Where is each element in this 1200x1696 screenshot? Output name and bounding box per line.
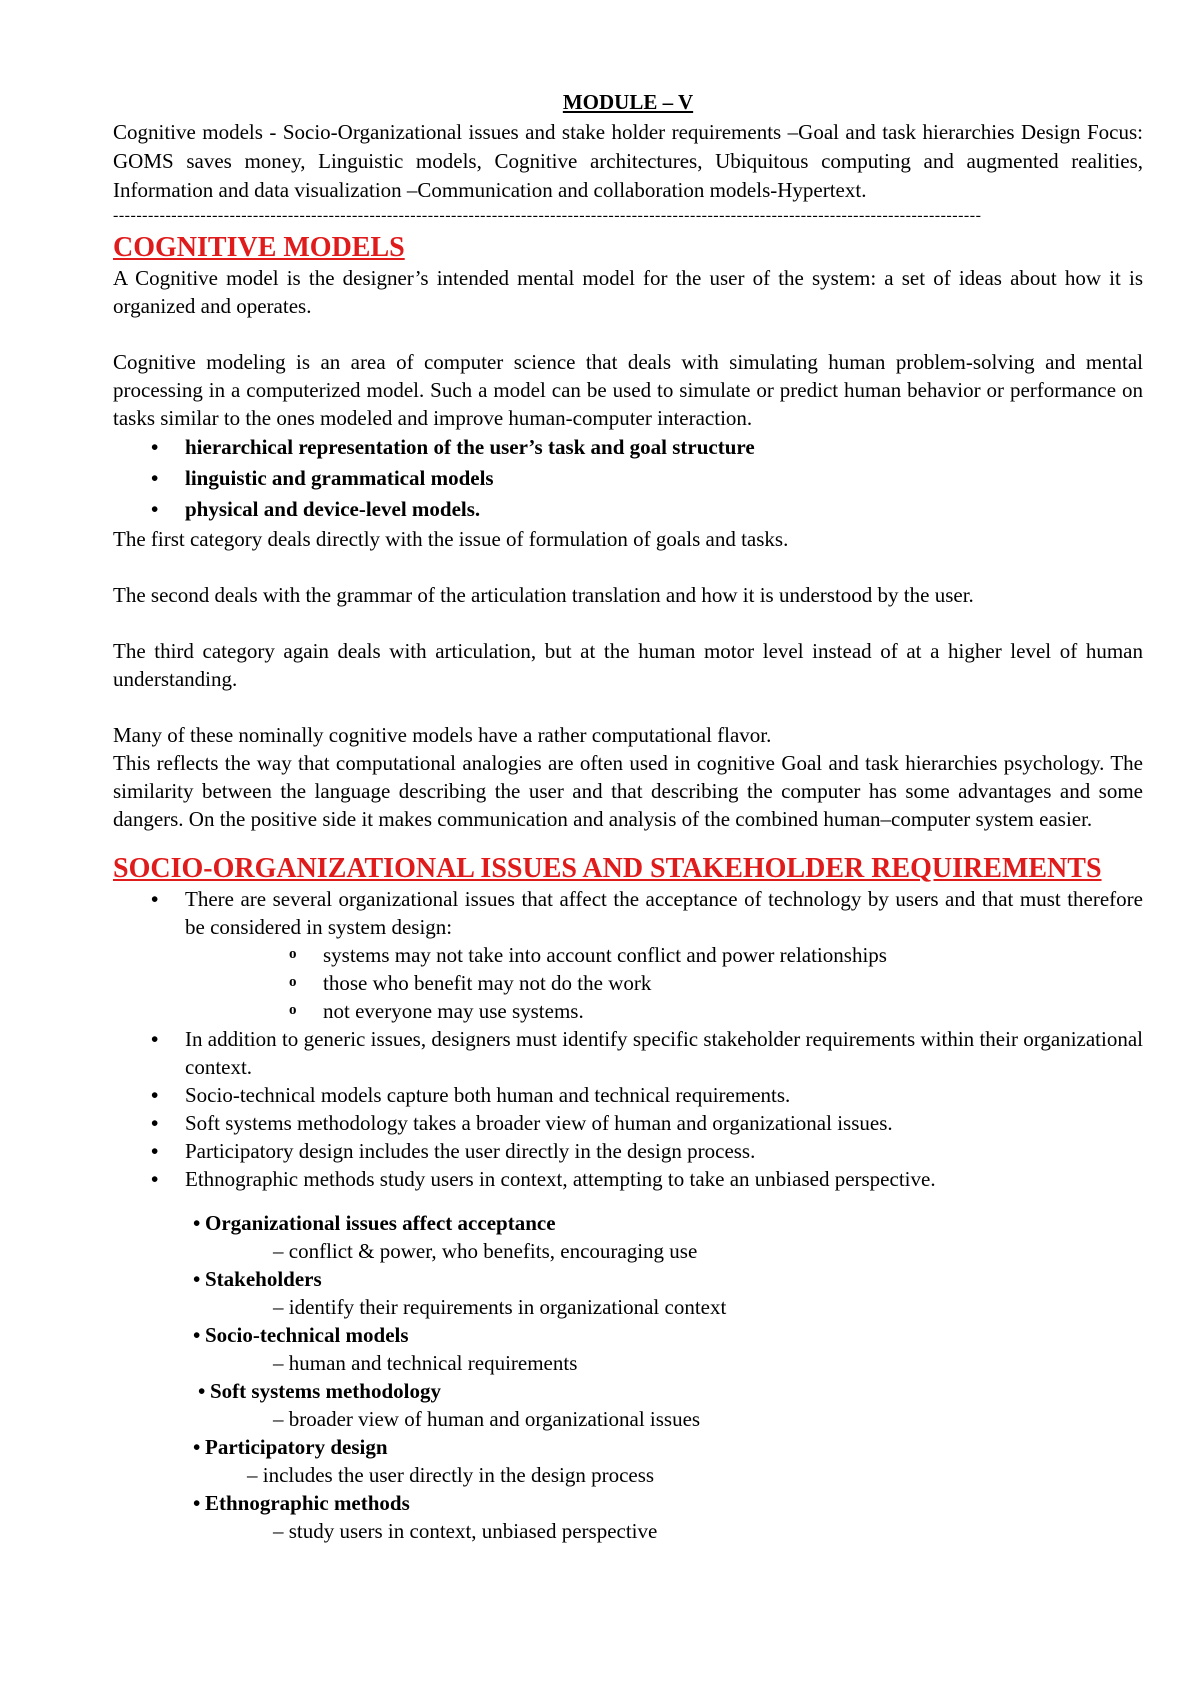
paragraph: Many of these nominally cognitive models have a rather computational flavor. (113, 723, 772, 747)
summary-head: • Organizational issues affect acceptance (113, 1209, 1143, 1237)
summary-desc: – human and technical requirements (273, 1351, 578, 1375)
issues-list (113, 885, 1143, 1193)
summary-head: • Ethnographic methods (113, 1489, 1143, 1517)
paragraph: A Cognitive model is the designer’s intended mental model for the user of the system: a set of ideas about how it is organized and operates. (113, 266, 1143, 318)
summary-desc: – conflict & power, who benefits, encouraging use (273, 1239, 698, 1263)
module-syllabus: Cognitive models - Socio-Organizational issues and stake holder requirements –Goal and task hierarchies Design Focus: GOMS saves money, Linguistic models, Cognitive architectures, Ubiquitous computing and augmented realities, Information and data visualization –Communication and collaboration models-Hypertext. (113, 120, 1143, 202)
module-title: MODULE – V (562, 90, 694, 114)
list-item (113, 885, 1143, 1025)
list-item: • linguistic and grammatical models (113, 463, 1143, 494)
sub-list-item: o not everyone may use systems. (185, 997, 1143, 1025)
paragraph: This reflects the way that computational analogies are often used in cognitive Goal and task hierarchies psychology. The similarity between the language describing the user and that describing the computer has some advantages and some dangers. On the positive side it makes communication and analysis of the combined human–computer system easier. (113, 751, 1143, 831)
summary-head: • Stakeholders (113, 1265, 1143, 1293)
paragraph: The second deals with the grammar of the articulation translation and how it is understood by the user. (113, 583, 974, 607)
paragraph: Cognitive modeling is an area of computer science that deals with simulating human problem-solving and mental processing in a computerized model. Such a model can be used to simulate or predict human behavior or performance on tasks similar to the ones modeled and improve human-computer interaction. (113, 350, 1143, 430)
summary-desc: – identify their requirements in organizational context (273, 1295, 727, 1319)
summary-head: • Socio-technical models (113, 1321, 1143, 1349)
list-item: • Soft systems methodology takes a broader view of human and organizational issues. (113, 1109, 1143, 1137)
heading-socio-organizational: SOCIO-ORGANIZATIONAL ISSUES AND STAKEHOLDER REQUIREMENTS (113, 853, 1102, 884)
summary-head: • Participatory design (113, 1433, 1143, 1461)
summary-desc: – study users in context, unbiased perspective (273, 1519, 658, 1543)
document-page (113, 88, 1143, 1545)
list-item: • Ethnographic methods study users in context, attempting to take an unbiased perspective. (113, 1165, 1143, 1193)
separator-line: ----------------------------------------------------------------------------------------------------------------------------------------------------- (113, 208, 982, 224)
sub-list-item: o those who benefit may not do the work (185, 969, 1143, 997)
list-item: • Socio-technical models capture both human and technical requirements. (113, 1081, 1143, 1109)
list-item: • Participatory design includes the user directly in the design process. (113, 1137, 1143, 1165)
summary-desc: – broader view of human and organizational issues (273, 1407, 701, 1431)
paragraph: The third category again deals with articulation, but at the human motor level instead of at a higher level of human understanding. (113, 639, 1143, 691)
heading-cognitive-models: COGNITIVE MODELS (113, 232, 405, 263)
list-item: • In addition to generic issues, designers must identify specific stakeholder requirements within their organizational context. (113, 1025, 1143, 1081)
paragraph: The first category deals directly with the issue of formulation of goals and tasks. (113, 527, 789, 551)
list-item: • physical and device-level models. (113, 494, 1143, 525)
summary-list (113, 1209, 1143, 1545)
list-item: • hierarchical representation of the user’s task and goal structure (113, 432, 1143, 463)
sub-list-item: o systems may not take into account conflict and power relationships (185, 941, 1143, 969)
category-list (113, 432, 1143, 525)
sub-list (185, 941, 1143, 1025)
summary-desc: – includes the user directly in the design process (247, 1463, 655, 1487)
list-item-text: There are several organizational issues that affect the acceptance of technology by users and that must therefore be considered in system design: (185, 887, 1143, 939)
summary-head: • Soft systems methodology (113, 1377, 1143, 1405)
